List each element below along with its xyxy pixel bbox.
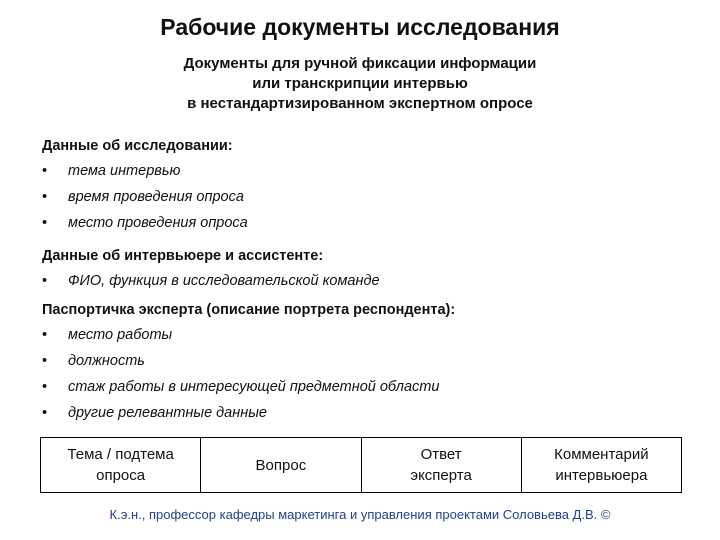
- bullet-marker: •: [42, 189, 48, 205]
- bullet-marker: •: [42, 353, 48, 369]
- bullet-marker: •: [42, 163, 48, 179]
- bullet-marker: •: [42, 327, 48, 343]
- footer-credit: К.э.н., профессор кафедры маркетинга и управления проектами Соловьева Д.В. ©: [109, 507, 611, 522]
- list-item: [42, 348, 692, 374]
- bullet-marker: •: [42, 379, 48, 395]
- header-line: эксперта: [410, 467, 472, 484]
- page-title: Рабочие документы исследования: [160, 14, 560, 40]
- bullet-list: [42, 322, 692, 426]
- bullet-marker: •: [42, 405, 48, 421]
- table-header-answer: [361, 438, 521, 493]
- list-item-text: стаж работы в интересующей предметной области: [68, 379, 440, 395]
- list-item-text: место работы: [68, 327, 173, 343]
- header-line: Комментарий: [554, 446, 649, 463]
- interview-table: [40, 437, 682, 493]
- header-line: интервьюера: [555, 467, 648, 484]
- list-item-text: должность: [68, 353, 145, 369]
- table-row: [41, 438, 682, 493]
- list-item-text: время проведения опроса: [68, 189, 244, 205]
- table-header-topic: [41, 438, 201, 493]
- list-item: [42, 268, 692, 294]
- list-item-text: тема интервью: [68, 163, 181, 179]
- section-interviewer-data: [42, 244, 692, 294]
- header-line: Ответ: [420, 446, 462, 463]
- section-heading: Данные об интервьюере и ассистенте:: [42, 248, 324, 264]
- list-item: [42, 322, 692, 348]
- subtitle-line-1: Документы для ручной фиксации информации: [183, 55, 537, 72]
- list-item-text: ФИО, функция в исследовательской команде: [68, 273, 380, 289]
- section-research-data: [42, 134, 692, 236]
- bullet-list: [42, 268, 692, 294]
- table-header-question: [201, 438, 361, 493]
- section-expert-passport: [42, 298, 692, 426]
- section-heading: Паспортичка эксперта (описание портрета респондента):: [42, 302, 456, 318]
- list-item-text: другие релевантные данные: [68, 405, 267, 421]
- bullet-marker: •: [42, 215, 48, 231]
- list-item: [42, 158, 692, 184]
- list-item: [42, 374, 692, 400]
- header-line: опроса: [96, 467, 146, 484]
- bullet-list: [42, 158, 692, 236]
- bullet-marker: •: [42, 273, 48, 289]
- list-item: [42, 400, 692, 426]
- header-line: Вопрос: [255, 456, 307, 474]
- section-heading: Данные об исследовании:: [42, 138, 233, 154]
- list-item: [42, 210, 692, 236]
- subtitle-line-2: или транскрипции интервью: [252, 75, 468, 92]
- page-subtitle: [0, 54, 720, 114]
- table-header-comment: [521, 438, 681, 493]
- list-item: [42, 184, 692, 210]
- header-line: Тема / подтема: [67, 446, 174, 463]
- list-item-text: место проведения опроса: [68, 215, 248, 231]
- subtitle-line-3: в нестандартизированном экспертном опросе: [187, 95, 533, 112]
